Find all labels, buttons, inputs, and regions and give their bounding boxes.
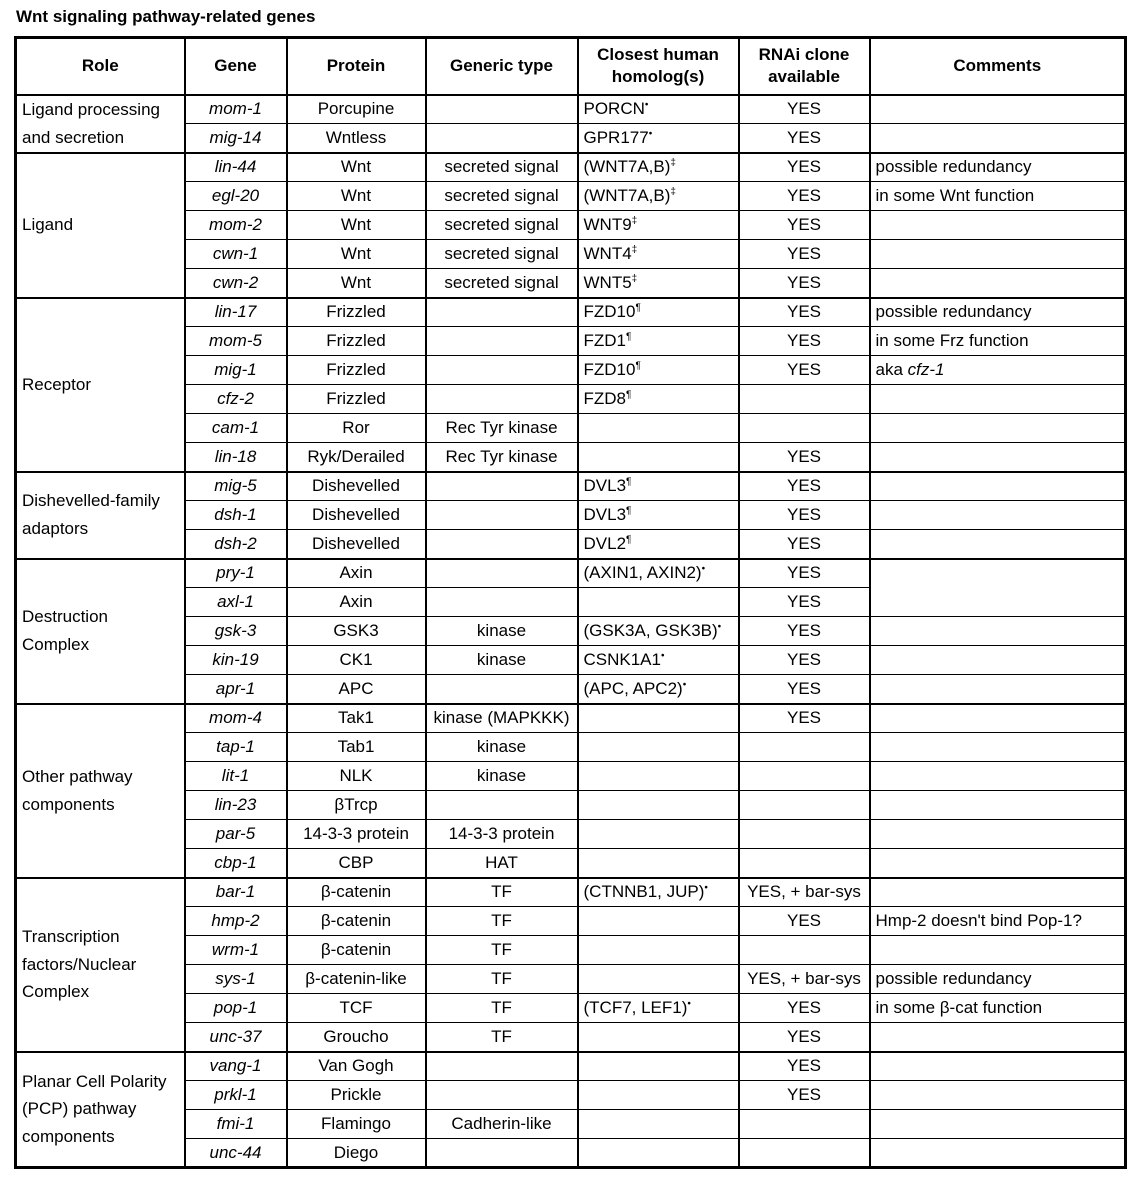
rnai-cell: YES, + bar-sys [739, 878, 870, 907]
column-header-protein: Protein [287, 38, 426, 95]
comment-cell [870, 1052, 1126, 1081]
comment-cell [870, 646, 1126, 675]
table-section [16, 878, 1126, 1052]
comment-cell [870, 849, 1126, 878]
comment-italic-text: cfz-1 [907, 360, 945, 379]
generic-type-cell: Rec Tyr kinase [426, 443, 578, 472]
protein-cell: Dishevelled [287, 501, 426, 530]
rnai-cell: YES [739, 907, 870, 936]
role-cell: Planar Cell Polarity (PCP) pathway components [16, 1052, 185, 1168]
homolog-cell [578, 617, 739, 646]
gene-cell: lin-23 [185, 791, 287, 820]
homolog-cell [578, 1110, 739, 1139]
comment-cell: possible redundancy [870, 298, 1126, 327]
footnote-marker: ‡ [670, 186, 676, 198]
footnote-marker: ¶ [626, 331, 632, 343]
comment-cell [870, 385, 1126, 414]
footnote-marker: • [682, 679, 687, 691]
protein-cell: TCF [287, 994, 426, 1023]
gene-cell: mig-1 [185, 356, 287, 385]
homolog-cell [578, 646, 739, 675]
rnai-cell [739, 1139, 870, 1168]
rnai-cell: YES [739, 994, 870, 1023]
rnai-cell [739, 849, 870, 878]
homolog-cell [578, 1052, 739, 1081]
gene-cell: cwn-2 [185, 269, 287, 298]
generic-type-cell [426, 327, 578, 356]
column-header-rnai-clone-available: RNAi clone available [739, 38, 870, 95]
homolog-cell [578, 530, 739, 559]
comment-cell [870, 472, 1126, 501]
protein-cell: β-catenin [287, 878, 426, 907]
homolog-text: (WNT7A,B) [583, 186, 671, 205]
table-row [16, 559, 1126, 588]
protein-cell: β-catenin [287, 907, 426, 936]
gene-cell: sys-1 [185, 965, 287, 994]
gene-cell: gsk-3 [185, 617, 287, 646]
comment-cell [870, 1139, 1126, 1168]
protein-cell: Tab1 [287, 733, 426, 762]
gene-cell: mom-1 [185, 95, 287, 124]
comment-cell [870, 762, 1126, 791]
table-section [16, 472, 1126, 559]
table-row [16, 298, 1126, 327]
role-cell: Ligand [16, 153, 185, 298]
rnai-cell [739, 733, 870, 762]
gene-cell: lin-44 [185, 153, 287, 182]
homolog-cell [578, 124, 739, 153]
comment-cell [870, 1081, 1126, 1110]
rnai-cell [739, 385, 870, 414]
gene-cell: vang-1 [185, 1052, 287, 1081]
generic-type-cell: secreted signal [426, 153, 578, 182]
homolog-text: DVL2 [583, 533, 627, 553]
generic-type-cell [426, 298, 578, 327]
footnote-marker: ¶ [626, 476, 632, 488]
gene-cell: cbp-1 [185, 849, 287, 878]
rnai-cell: YES [739, 646, 870, 675]
homolog-cell [578, 762, 739, 791]
gene-cell: par-5 [185, 820, 287, 849]
gene-cell: axl-1 [185, 588, 287, 617]
footnote-marker: • [644, 99, 649, 111]
generic-type-cell: kinase [426, 762, 578, 791]
protein-cell: Dishevelled [287, 472, 426, 501]
homolog-text: (GSK3A, GSK3B) [583, 621, 718, 640]
homolog-cell [578, 791, 739, 820]
comment-cell [870, 1110, 1126, 1139]
homolog-cell [578, 878, 739, 907]
homolog-cell [578, 327, 739, 356]
homolog-text: (CTNNB1, JUP) [583, 882, 705, 902]
protein-cell: Wnt [287, 269, 426, 298]
generic-type-cell: secreted signal [426, 269, 578, 298]
protein-cell: Frizzled [287, 298, 426, 327]
protein-cell: Groucho [287, 1023, 426, 1052]
column-header-closest-human-homologs: Closest human homolog(s) [578, 38, 739, 95]
comment-cell [870, 1023, 1126, 1052]
generic-type-cell: TF [426, 965, 578, 994]
generic-type-cell [426, 1081, 578, 1110]
generic-type-cell [426, 588, 578, 617]
gene-cell: lit-1 [185, 762, 287, 791]
column-header-gene: Gene [185, 38, 287, 95]
comment-cell [870, 559, 1126, 617]
role-cell: Receptor [16, 298, 185, 472]
rnai-cell [739, 762, 870, 791]
homolog-text: FZD10 [583, 360, 636, 379]
rnai-cell: YES [739, 559, 870, 588]
rnai-cell: YES [739, 153, 870, 182]
protein-cell: Wnt [287, 182, 426, 211]
rnai-cell: YES [739, 211, 870, 240]
footnote-marker: ‡ [631, 215, 638, 227]
generic-type-cell [426, 95, 578, 124]
homolog-cell [578, 269, 739, 298]
table-section [16, 153, 1126, 298]
footnote-marker: ¶ [626, 505, 632, 517]
gene-cell: cam-1 [185, 414, 287, 443]
generic-type-cell [426, 472, 578, 501]
generic-type-cell [426, 675, 578, 704]
homolog-text: WNT4 [583, 244, 632, 263]
gene-cell: lin-17 [185, 298, 287, 327]
homolog-text: (TCF7, LEF1) [583, 998, 688, 1017]
comment-cell: possible redundancy [870, 153, 1126, 182]
gene-cell: mom-2 [185, 211, 287, 240]
column-header-comments: Comments [870, 38, 1126, 95]
comment-cell [870, 269, 1126, 298]
protein-cell: NLK [287, 762, 426, 791]
homolog-text: DVL3 [583, 505, 627, 524]
rnai-cell: YES [739, 704, 870, 733]
column-header-generic-type: Generic type [426, 38, 578, 95]
gene-cell: fmi-1 [185, 1110, 287, 1139]
comment-cell: in some β-cat function [870, 994, 1126, 1023]
protein-cell: Wnt [287, 153, 426, 182]
generic-type-cell: 14-3-3 protein [426, 820, 578, 849]
comment-cell [870, 95, 1126, 124]
comment-cell [870, 878, 1126, 907]
rnai-cell [739, 1110, 870, 1139]
comment-cell [870, 820, 1126, 849]
rnai-cell: YES [739, 530, 870, 559]
rnai-cell: YES [739, 269, 870, 298]
column-header-role: Role [16, 38, 185, 95]
homolog-text: (APC, APC2) [583, 678, 683, 698]
homolog-cell [578, 1139, 739, 1168]
generic-type-cell: Rec Tyr kinase [426, 414, 578, 443]
generic-type-cell: kinase [426, 733, 578, 762]
gene-cell: unc-37 [185, 1023, 287, 1052]
generic-type-cell [426, 1139, 578, 1168]
homolog-text: WNT5 [583, 272, 632, 292]
homolog-cell [578, 356, 739, 385]
generic-type-cell: kinase [426, 617, 578, 646]
homolog-text: WNT9 [583, 215, 632, 234]
comment-cell [870, 501, 1126, 530]
homolog-cell [578, 907, 739, 936]
generic-type-cell [426, 356, 578, 385]
rnai-cell: YES [739, 356, 870, 385]
comment-cell [870, 443, 1126, 472]
footnote-marker: ¶ [626, 389, 632, 401]
generic-type-cell: TF [426, 1023, 578, 1052]
protein-cell: Flamingo [287, 1110, 426, 1139]
gene-cell: tap-1 [185, 733, 287, 762]
rnai-cell: YES [739, 472, 870, 501]
comment-cell: in some Wnt function [870, 182, 1126, 211]
generic-type-cell: TF [426, 994, 578, 1023]
generic-type-cell [426, 530, 578, 559]
table-section [16, 559, 1126, 704]
rnai-cell: YES, + bar-sys [739, 965, 870, 994]
table-row [16, 153, 1126, 182]
homolog-cell [578, 559, 739, 588]
gene-cell: egl-20 [185, 182, 287, 211]
rnai-cell: YES [739, 182, 870, 211]
homolog-cell [578, 240, 739, 269]
comment-cell [870, 704, 1126, 733]
table-section [16, 704, 1126, 878]
role-cell: Destruction Complex [16, 559, 185, 704]
table-row [16, 1052, 1126, 1081]
gene-cell: prkl-1 [185, 1081, 287, 1110]
footnote-marker: • [648, 128, 653, 140]
rnai-cell: YES [739, 1023, 870, 1052]
protein-cell: Axin [287, 559, 426, 588]
comment-cell [870, 936, 1126, 965]
generic-type-cell: TF [426, 936, 578, 965]
rnai-cell: YES [739, 240, 870, 269]
protein-cell: β-catenin [287, 936, 426, 965]
comment-cell [870, 211, 1126, 240]
comment-cell [870, 356, 1126, 385]
footnote-marker: ¶ [626, 534, 632, 546]
comment-cell: possible redundancy [870, 965, 1126, 994]
protein-cell: β-catenin-like [287, 965, 426, 994]
footnote-marker: ¶ [635, 360, 641, 372]
rnai-cell: YES [739, 675, 870, 704]
gene-cell: cwn-1 [185, 240, 287, 269]
generic-type-cell [426, 559, 578, 588]
homolog-text: GPR177 [583, 127, 649, 147]
homolog-cell [578, 994, 739, 1023]
homolog-cell [578, 298, 739, 327]
rnai-cell: YES [739, 327, 870, 356]
comment-cell [870, 675, 1126, 704]
protein-cell: Frizzled [287, 385, 426, 414]
footnote-marker: • [717, 621, 722, 633]
footnote-marker: • [660, 650, 665, 662]
protein-cell: βTrcp [287, 791, 426, 820]
protein-cell: Van Gogh [287, 1052, 426, 1081]
role-cell: Dishevelled-family adaptors [16, 472, 185, 559]
rnai-cell: YES [739, 1052, 870, 1081]
generic-type-cell: secreted signal [426, 240, 578, 269]
gene-cell: dsh-1 [185, 501, 287, 530]
homolog-cell [578, 443, 739, 472]
protein-cell: Wnt [287, 240, 426, 269]
generic-type-cell: HAT [426, 849, 578, 878]
comment-cell: in some Frz function [870, 327, 1126, 356]
rnai-cell [739, 791, 870, 820]
rnai-cell [739, 936, 870, 965]
homolog-cell [578, 1081, 739, 1110]
rnai-cell: YES [739, 124, 870, 153]
table-row [16, 95, 1126, 124]
homolog-cell [578, 385, 739, 414]
comment-text: aka [875, 360, 908, 379]
gene-cell: mom-4 [185, 704, 287, 733]
protein-cell: GSK3 [287, 617, 426, 646]
generic-type-cell: TF [426, 907, 578, 936]
homolog-cell [578, 95, 739, 124]
homolog-cell [578, 733, 739, 762]
gene-cell: hmp-2 [185, 907, 287, 936]
homolog-cell [578, 936, 739, 965]
gene-cell: mig-5 [185, 472, 287, 501]
protein-cell: Dishevelled [287, 530, 426, 559]
protein-cell: Frizzled [287, 327, 426, 356]
rnai-cell: YES [739, 1081, 870, 1110]
comment-cell [870, 733, 1126, 762]
homolog-cell [578, 820, 739, 849]
footnote-marker: • [704, 882, 708, 894]
genes-table [14, 36, 1127, 1169]
generic-type-cell: kinase [426, 646, 578, 675]
generic-type-cell [426, 791, 578, 820]
gene-cell: mom-5 [185, 327, 287, 356]
gene-cell: unc-44 [185, 1139, 287, 1168]
generic-type-cell: secreted signal [426, 211, 578, 240]
homolog-text: FZD8 [583, 389, 626, 408]
homolog-cell [578, 153, 739, 182]
table-row [16, 472, 1126, 501]
homolog-text: FZD10 [583, 302, 636, 322]
rnai-cell: YES [739, 501, 870, 530]
table-header-row [16, 38, 1126, 95]
gene-cell: dsh-2 [185, 530, 287, 559]
footnote-marker: • [701, 563, 706, 575]
gene-cell: pry-1 [185, 559, 287, 588]
table-section [16, 95, 1126, 153]
table-row [16, 878, 1126, 907]
protein-cell: 14-3-3 protein [287, 820, 426, 849]
homolog-cell [578, 588, 739, 617]
comment-cell [870, 414, 1126, 443]
generic-type-cell [426, 124, 578, 153]
homolog-text: (AXIN1, AXIN2) [583, 563, 702, 583]
homolog-cell [578, 704, 739, 733]
protein-cell: Frizzled [287, 356, 426, 385]
footnote-marker: ‡ [631, 273, 638, 285]
generic-type-cell: Cadherin-like [426, 1110, 578, 1139]
footnote-marker: ‡ [631, 244, 638, 256]
table-section [16, 1052, 1126, 1168]
generic-type-cell: TF [426, 878, 578, 907]
gene-cell: wrm-1 [185, 936, 287, 965]
comment-cell [870, 240, 1126, 269]
rnai-cell: YES [739, 95, 870, 124]
homolog-text: FZD1 [583, 331, 626, 350]
generic-type-cell [426, 385, 578, 414]
protein-cell: Prickle [287, 1081, 426, 1110]
gene-cell: pop-1 [185, 994, 287, 1023]
comment-cell: Hmp-2 doesn't bind Pop-1? [870, 907, 1126, 936]
role-cell: Other pathway components [16, 704, 185, 878]
protein-cell: CBP [287, 849, 426, 878]
comment-cell [870, 530, 1126, 559]
comment-cell [870, 617, 1126, 646]
homolog-text: DVL3 [583, 476, 627, 496]
protein-cell: Axin [287, 588, 426, 617]
homolog-cell [578, 211, 739, 240]
protein-cell: Wntless [287, 124, 426, 153]
protein-cell: Wnt [287, 211, 426, 240]
protein-cell: Ror [287, 414, 426, 443]
homolog-cell [578, 965, 739, 994]
table-row [16, 704, 1126, 733]
rnai-cell: YES [739, 617, 870, 646]
gene-cell: lin-18 [185, 443, 287, 472]
gene-cell: mig-14 [185, 124, 287, 153]
footnote-marker: ‡ [670, 157, 676, 169]
gene-cell: kin-19 [185, 646, 287, 675]
rnai-cell: YES [739, 298, 870, 327]
gene-cell: bar-1 [185, 878, 287, 907]
homolog-cell [578, 501, 739, 530]
comment-cell [870, 124, 1126, 153]
protein-cell: APC [287, 675, 426, 704]
generic-type-cell: kinase (MAPKKK) [426, 704, 578, 733]
homolog-text: CSNK1A1 [583, 650, 661, 669]
comment-cell [870, 791, 1126, 820]
homolog-cell [578, 414, 739, 443]
protein-cell: Diego [287, 1139, 426, 1168]
generic-type-cell [426, 501, 578, 530]
homolog-cell [578, 849, 739, 878]
page-title: Wnt signaling pathway-related genes [16, 7, 316, 26]
gene-cell: apr-1 [185, 675, 287, 704]
footnote-marker: ¶ [635, 302, 641, 314]
table-section [16, 298, 1126, 472]
role-cell: Transcription factors/Nuclear Complex [16, 878, 185, 1052]
protein-cell: Porcupine [287, 95, 426, 124]
homolog-text: (WNT7A,B) [583, 157, 671, 177]
rnai-cell [739, 414, 870, 443]
homolog-cell [578, 182, 739, 211]
homolog-text: PORCN [583, 99, 645, 119]
homolog-cell [578, 675, 739, 704]
generic-type-cell: secreted signal [426, 182, 578, 211]
rnai-cell: YES [739, 443, 870, 472]
protein-cell: Ryk/Derailed [287, 443, 426, 472]
role-cell: Ligand processing and secretion [16, 95, 185, 153]
rnai-cell: YES [739, 588, 870, 617]
gene-cell: cfz-2 [185, 385, 287, 414]
footnote-marker: • [687, 998, 691, 1010]
protein-cell: Tak1 [287, 704, 426, 733]
homolog-cell [578, 1023, 739, 1052]
protein-cell: CK1 [287, 646, 426, 675]
generic-type-cell [426, 1052, 578, 1081]
rnai-cell [739, 820, 870, 849]
homolog-cell [578, 472, 739, 501]
